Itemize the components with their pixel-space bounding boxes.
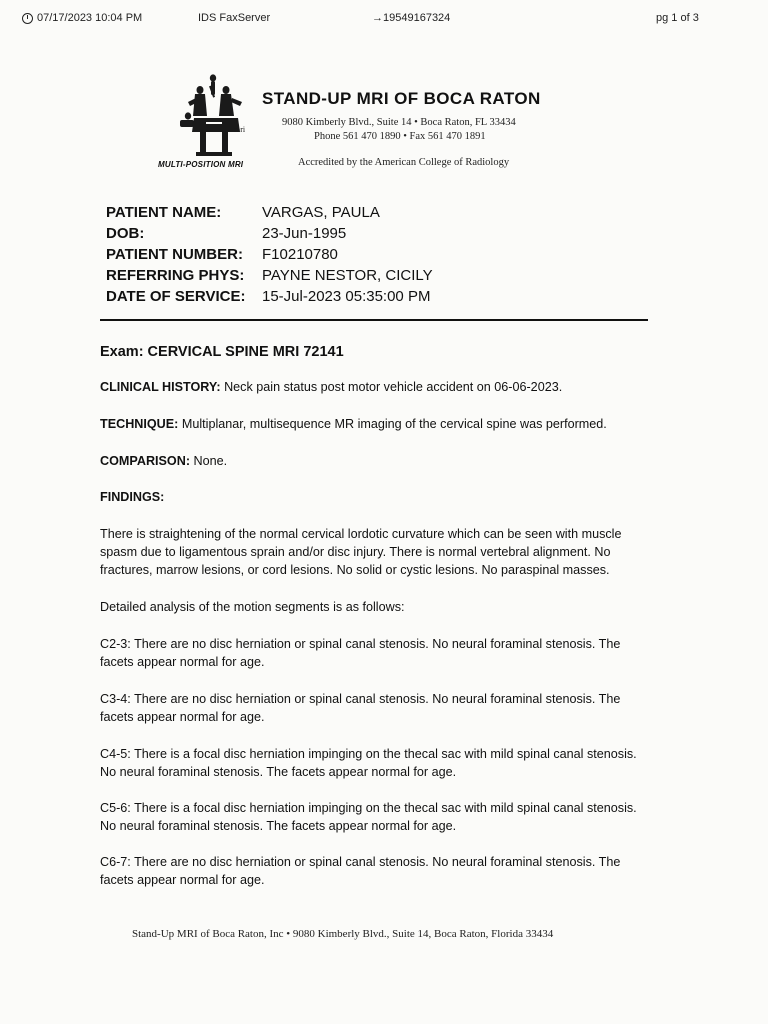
patient-name-label: PATIENT NAME: [106, 204, 222, 221]
patient-number-value: F10210780 [262, 246, 338, 263]
exam-title: Exam: CERVICAL SPINE MRI 72141 [100, 344, 344, 360]
fax-sender: IDS FaxServer [198, 12, 271, 24]
fax-timestamp-text: 07/17/2023 10:04 PM [37, 12, 143, 24]
segment-line: C3-4: There are no disc herniation or spinal canal stenosis. No neural foraminal stenosis. The [100, 692, 621, 706]
arrow-right-icon: → [372, 12, 383, 24]
referring-phys-value: PAYNE NESTOR, CICILY [262, 267, 433, 284]
segment-c4-5 [100, 745, 680, 781]
clinical-history-label: CLINICAL HISTORY: [100, 380, 221, 394]
findings-line: There is straightening of the normal cervical lordotic curvature which can be seen with muscle [100, 527, 622, 541]
svg-text:mri: mri [234, 125, 246, 134]
segment-c5-6 [100, 799, 680, 835]
stand-up-mri-logo [176, 72, 254, 164]
segment-line: C6-7: There are no disc herniation or spinal canal stenosis. No neural foraminal stenosis. The [100, 855, 621, 869]
organization-phone-fax: Phone 561 470 1890 • Fax 561 470 1891 [314, 131, 486, 142]
clinical-history-text: Neck pain status post motor vehicle accident on 06-06-2023. [220, 380, 563, 394]
segment-line: C5-6: There is a focal disc herniation impinging on the thecal sac with mild spinal canal stenosis. [100, 801, 637, 815]
findings-paragraph [100, 525, 680, 579]
technique-text: Multiplanar, multisequence MR imaging of the cervical spine was performed. [178, 417, 607, 431]
header-divider [100, 319, 648, 321]
fax-page-number: pg 1 of 3 [656, 12, 699, 24]
comparison-label: COMPARISON: [100, 454, 191, 468]
segment-line: facets appear normal for age. [100, 655, 265, 669]
segments-intro: Detailed analysis of the motion segments is as follows: [100, 600, 405, 614]
fax-timestamp [22, 12, 142, 24]
comparison [100, 452, 680, 470]
segment-line: facets appear normal for age. [100, 710, 265, 724]
segment-c2-3 [100, 635, 680, 671]
page-footer: Stand-Up MRI of Boca Raton, Inc • 9080 Kimberly Blvd., Suite 14, Boca Raton, Florida 33434 [132, 928, 554, 940]
dob-value: 23-Jun-1995 [262, 225, 347, 242]
date-of-service-value: 15-Jul-2023 05:35:00 PM [262, 288, 431, 305]
segment-line: C2-3: There are no disc herniation or spinal canal stenosis. No neural foraminal stenosis. The [100, 637, 621, 651]
findings-line: spasm due to ligamentous sprain and/or disc injury. There is normal vertebral alignment. No [100, 545, 611, 559]
technique [100, 415, 680, 433]
patient-number-label: PATIENT NUMBER: [106, 246, 243, 263]
segment-line: No neural foraminal stenosis. The facets appear normal for age. [100, 765, 457, 779]
tagline: MULTI-POSITION MRI [158, 160, 244, 169]
comparison-text: None. [190, 454, 228, 468]
fax-destination: →19549167324 [372, 12, 451, 24]
accreditation-line: Accredited by the American College of Radiology [298, 157, 510, 168]
dob-label: DOB: [106, 225, 145, 242]
clinical-history [100, 378, 680, 396]
date-of-service-label: DATE OF SERVICE: [106, 288, 246, 305]
segment-line: facets appear normal for age. [100, 873, 265, 887]
findings-line: fractures, marrow lesions, or cord lesions. No solid or cystic lesions. No paraspinal masses. [100, 563, 610, 577]
findings-heading: FINDINGS: [100, 490, 165, 504]
segment-line: C4-5: There is a focal disc herniation impinging on the thecal sac with mild spinal canal stenosis. [100, 747, 637, 761]
segment-c3-4 [100, 690, 680, 726]
referring-phys-label: REFERRING PHYS: [106, 267, 245, 284]
organization-address: 9080 Kimberly Blvd., Suite 14 • Boca Raton, FL 33434 [282, 117, 516, 128]
segment-c6-7 [100, 853, 680, 889]
patient-name-value: VARGAS, PAULA [262, 204, 380, 221]
organization-name: STAND-UP MRI OF BOCA RATON [262, 89, 541, 108]
clock-icon [22, 13, 33, 24]
segment-line: No neural foraminal stenosis. The facets appear normal for age. [100, 819, 457, 833]
technique-label: TECHNIQUE: [100, 417, 179, 431]
